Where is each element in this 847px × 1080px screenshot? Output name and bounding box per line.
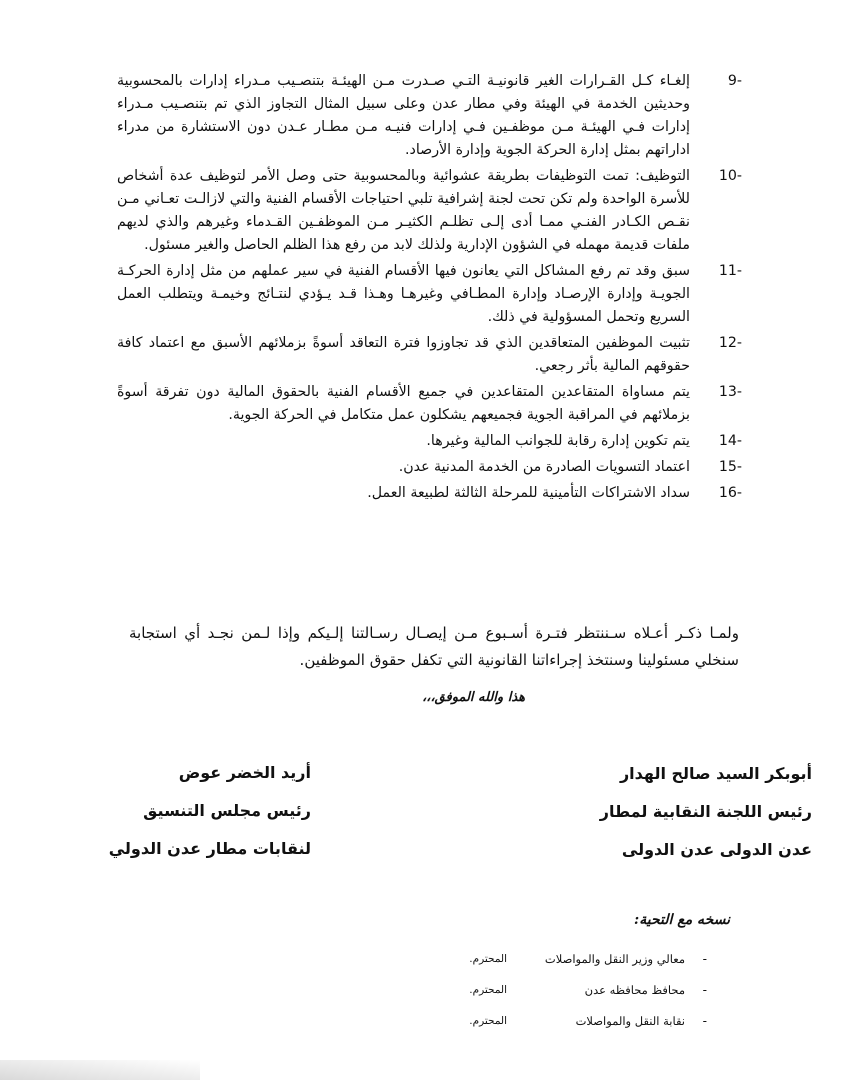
- demands-list: [117, 70, 742, 508]
- page-shadow: [0, 1060, 200, 1080]
- list-item: [117, 165, 742, 257]
- copies-heading: نسخه مع التحية:: [634, 912, 730, 928]
- signoff-line: هذا والله الموفق،،،: [422, 690, 525, 705]
- item-number: 14-: [718, 433, 742, 449]
- bullet-dash: -: [702, 983, 707, 998]
- item-number: 10-: [718, 168, 742, 184]
- bullet-dash: -: [702, 952, 707, 967]
- bullet-dash: -: [702, 1014, 707, 1029]
- signatory-right: [600, 755, 812, 869]
- item-number: 13-: [718, 384, 742, 400]
- list-item: [117, 381, 742, 427]
- item-text: التوظيف: تمت التوظيفات بطريقة عشوائية وبالمحسوبية حتى وصل الأمر لتوظيف عدة أشخاص للأسرة الواحدة ولم تكن تحت لجنة إشرافية تلبي احتياجات الأقسام الفنية والتي لازالـت تعـاني مـن نقـص الكـادر الفنـي ممـا أدى إلـى تظلـم الكثيـر مـن الموظفـين القـدماء وغيرهم والذي لديهم ملفات قديمة مهمله في الشؤون الإدارية ولذلك لابد من رفع هذا الظلم الحاصل والغير مسئول.: [117, 168, 690, 253]
- item-number: 15-: [718, 459, 742, 475]
- item-text: اعتماد التسويات الصادرة من الخدمة المدنية عدن.: [398, 459, 690, 475]
- copy-recipient: [307, 1012, 707, 1043]
- item-text: سداد الاشتراكات التأمينية للمرحلة الثالثة لطبيعة العمل.: [367, 485, 690, 501]
- copy-recipient: [307, 950, 707, 981]
- item-text: يتم مساواة المتقاعدين المتقاعدين في جميع الأقسام الفنية بالحقوق المالية دون تفرقة أسوةً بزملائهم في المراقبة الجوية فجميعهم يشكلون عمل متكامل في الحركة الجوية.: [117, 384, 690, 423]
- list-item: [117, 482, 742, 505]
- recipient-honorific: المحترم.: [469, 984, 507, 996]
- item-number: 12-: [718, 335, 742, 351]
- recipient-name: معالي وزير النقل والمواصلات: [544, 952, 685, 966]
- signatory-org: عدن الدولى عدن الدولى: [621, 840, 812, 859]
- list-item: [117, 456, 742, 479]
- item-text: إلغـاء كـل القـرارات الغير قانونيـة التـي صـدرت مـن الهيئـة بتنصـيب مـدراء إدارات بالمحسوبية وحديثين الخدمة في الهيئة وفي مطار عدن وعلى سبيل المثال التجاوز الذي تم بتنصـيب مـدراء إدارات فـي الهيئـة مـن موظفـين فـي إدارات فنيـه مـن مطـار عـدن دون الاستشارة من مدراء اداراتهم بمثل إدارة الحركة الجوية وإدارة الأرصاد.: [117, 73, 690, 158]
- list-item: [117, 430, 742, 453]
- signatory-org: لنقابات مطار عدن الدولي: [108, 839, 311, 858]
- item-text: تثبيت الموظفين المتعاقدين الذي قد تجاوزوا فترة التعاقد أسوةً بزملائهم الأسبق مع اعتماد كافة حقوقهم المالية بأثر رجعي.: [117, 335, 690, 374]
- signatory-title: رئيس اللجنة النقابية لمطار: [599, 802, 812, 821]
- signatory-left: [109, 754, 311, 868]
- closing-paragraph: ولمـا ذكـر أعـلاه سـننتظر فتـرة أسـبوع مـن إيصـال رسـالتنا إلـيكم وإذا لـمن نجـد أي استجابة سنخلي مسئولينا وسنتخذ إجراءاتنا القانونية التي تكفل حقوق الموظفين.: [129, 624, 739, 669]
- copy-recipient: [307, 981, 707, 1012]
- recipient-name: نقابة النقل والمواصلات: [575, 1014, 685, 1028]
- item-text: يتم تكوين إدارة رقابة للجوانب المالية وغيرها.: [426, 433, 690, 449]
- recipient-honorific: المحترم.: [469, 1015, 507, 1027]
- signatory-name: أبوبكر السيد صالح الهدار: [619, 764, 812, 783]
- list-item: [117, 332, 742, 378]
- item-text: سبق وقد تم رفع المشاكل التي يعانون فيها الأقسام الفنية في سير عملهم من مثل إدارة الحركـة الجويـة وإدارة الإرصـاد وإدارة المطـافي وغيرهـا وهـذا قـد يـؤدي لنتـائج وخيمـة ويتطلب العمل السريع وتحمل المسؤولية في ذلك.: [117, 263, 690, 325]
- list-item: [117, 70, 742, 162]
- recipient-name: محافظ محافظه عدن: [584, 983, 685, 997]
- signatory-title: رئيس مجلس التنسيق: [143, 801, 311, 820]
- list-item: [117, 260, 742, 329]
- copies-list: [307, 950, 707, 1043]
- item-number: 9-: [727, 73, 742, 89]
- item-number: 16-: [718, 485, 742, 501]
- recipient-honorific: المحترم.: [469, 953, 507, 965]
- signatory-name: أريد الخضر عوض: [178, 763, 311, 782]
- item-number: 11-: [718, 263, 742, 279]
